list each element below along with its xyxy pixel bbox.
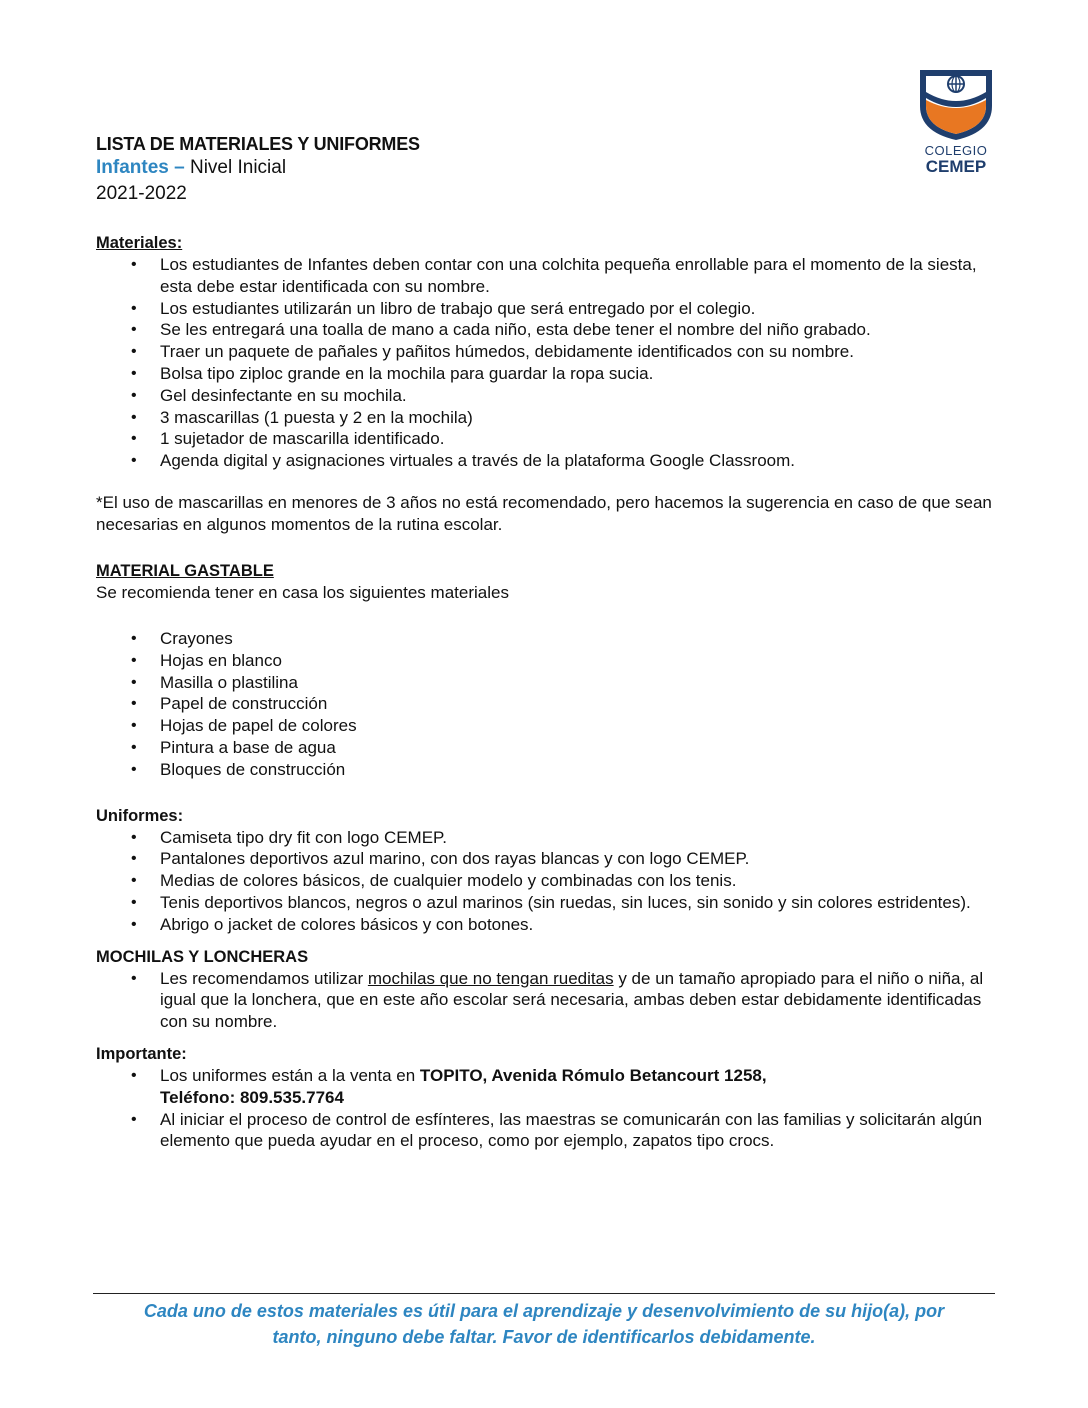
list-item: • Gel desinfectante en su mochila. [96,385,996,407]
uniformes-list [96,827,996,936]
list-item: • Abrigo o jacket de colores básicos y con botones. [96,914,996,936]
document-subtitle [96,155,420,181]
list-item: • Traer un paquete de pañales y pañitos húmedos, debidamente identificados con su nombre. [96,341,996,363]
uniformes-heading: Uniformes: [96,806,184,825]
list-item: • Bloques de construcción [96,759,996,781]
list-item: • Hojas en blanco [96,650,996,672]
mochilas-text-post: y de un tamaño apropiado para el niño o niña, al igual que la lonchera, que en este año escolar será necesaria, ambas deben estar debidamente identificadas con su nombre. [160,968,984,1032]
document-title: LISTA DE MATERIALES Y UNIFORMES [96,134,420,154]
list-item: • Hojas de papel de colores [96,715,996,737]
mochilas-underlined: mochilas que no tengan rueditas [367,968,614,988]
mochilas-text-pre: Les recomendamos utilizar [160,968,368,988]
school-logo [916,66,996,176]
materiales-heading: Materiales: [96,234,183,252]
list-item: • Al iniciar el proceso de control de esfínteres, las maestras se comunicarán con las familias y solicitarán algún elemento que pueda ayudar en el proceso, como por ejemplo, zapatos tipo crocs. [96,1109,996,1153]
list-item: • 3 mascarillas (1 puesta y 2 en la mochila) [96,407,996,429]
importante-list [96,1065,996,1152]
list-item: • Los estudiantes utilizarán un libro de trabajo que será entregado por el colegio. [96,298,996,320]
list-item: • Medias de colores básicos, de cualquier modelo y combinadas con los tenis. [96,870,996,892]
list-item: • 1 sujetador de mascarilla identificado. [96,428,996,450]
materiales-list [96,254,996,472]
importante-text-pre: Los uniformes están a la venta en [160,1065,420,1085]
list-item [96,968,996,1033]
list-item: • Papel de construcción [96,693,996,715]
gastable-intro: Se recomienda tener en casa los siguientes materiales [96,582,509,602]
document-header [96,133,420,207]
footer-note [93,1298,995,1350]
list-item: • Agenda digital y asignaciones virtuales a través de la plataforma Google Classroom. [96,450,996,472]
list-item: • Bolsa tipo ziploc grande en la mochila para guardar la ropa sucia. [96,363,996,385]
list-item: • Tenis deportivos blancos, negros o azul marinos (sin ruedas, sin luces, sin sonido y sin colores estridentes). [96,892,996,914]
school-year: 2021-2022 [96,183,187,204]
list-item: • Los estudiantes de Infantes deben contar con una colchita pequeña enrollable para el momento de la siesta, esta debe estar identificada con su nombre. [96,254,996,298]
footer-line-1: Cada uno de estos materiales es útil para el aprendizaje y desenvolvimiento de su hijo(a), por [143,1301,945,1321]
subtitle-rest: Nivel Inicial [184,157,287,178]
list-item: • Masilla o plastilina [96,672,996,694]
list-item: • Camiseta tipo dry fit con logo CEMEP. [96,827,996,849]
list-item: • Pintura a base de agua [96,737,996,759]
list-item: • Crayones [96,628,996,650]
document-body [96,232,996,1152]
gastable-list [96,628,996,781]
store-phone: Teléfono: 809.535.7764 [160,1087,344,1107]
shield-logo-icon [916,66,996,142]
mochilas-list [96,968,996,1033]
importante-heading: Importante: [96,1044,187,1063]
list-item: • Pantalones deportivos azul marino, con dos rayas blancas y con logo CEMEP. [96,848,996,870]
list-item: • Se les entregará una toalla de mano a cada niño, esta debe tener el nombre del niño grabado. [96,319,996,341]
footer-divider [93,1293,995,1294]
mascarilla-note: *El uso de mascarillas en menores de 3 años no está recomendado, pero hacemos la sugerencia en caso de que sean necesarias en algunos momentos de la rutina escolar. [96,492,992,534]
logo-text-cemep: CEMEP [925,157,987,176]
list-item [96,1065,996,1109]
store-address: TOPITO, Avenida Rómulo Betancourt 1258, [419,1065,767,1085]
gastable-heading: MATERIAL GASTABLE [96,561,274,580]
logo-text-colegio: COLEGIO [924,143,988,158]
subtitle-level: Infantes – [96,157,185,178]
footer-line-2: tanto, ninguno debe faltar. Favor de identificarlos debidamente. [272,1327,816,1347]
mochilas-heading: MOCHILAS Y LONCHERAS [96,947,309,966]
